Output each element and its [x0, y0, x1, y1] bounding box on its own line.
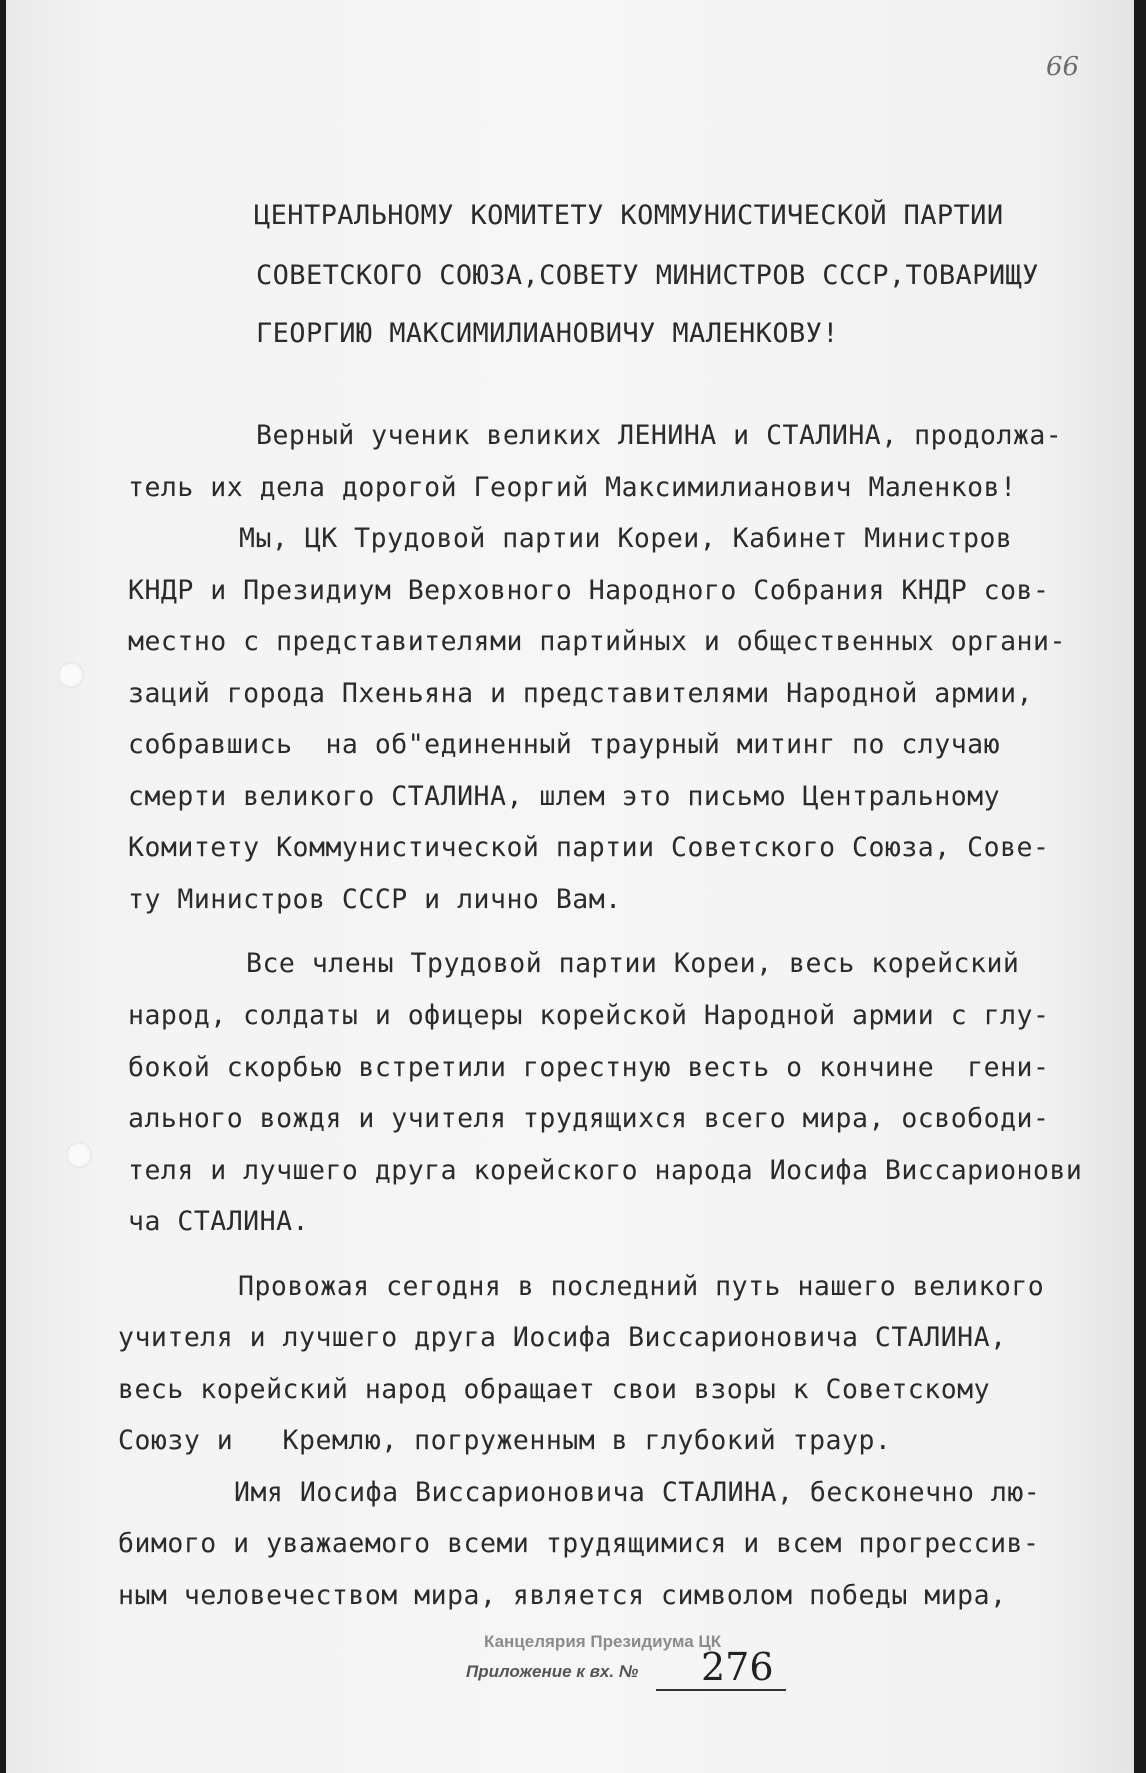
body-line: заций города Пхеньяна и представителями Народной армии, [128, 678, 1033, 709]
address-line-3: ГЕОРГИЮ МАКСИМИЛИАНОВИЧУ МАЛЕНКОВУ! [256, 318, 839, 349]
body-line: теля и лучшего друга корейского народа Иосифа Виссарионови [128, 1155, 1083, 1186]
body-line: КНДР и Президиум Верховного Народного Собрания КНДР сов- [128, 575, 1050, 606]
punch-hole-top [58, 662, 84, 688]
body-line: ту Министров СССР и лично Вам. [128, 884, 622, 915]
attachment-label: Приложение к вх. № [466, 1662, 639, 1681]
stamp-underline [656, 1689, 786, 1691]
body-line: Верный ученик великих ЛЕНИНА и СТАЛИНА, продолжа- [256, 420, 1063, 451]
body-line: учителя и лучшего друга Иосифа Виссарионовича СТАЛИНА, [118, 1322, 1007, 1353]
body-line: Комитету Коммунистической партии Советского Союза, Сове- [128, 832, 1050, 863]
body-line: Имя Иосифа Виссарионовича СТАЛИНА, бесконечно лю- [234, 1477, 1041, 1508]
document-page [6, 0, 1134, 1773]
body-line: ального вождя и учителя трудящихся всего мира, освободи- [128, 1103, 1050, 1134]
office-stamp: Канцелярия Президиума ЦК [484, 1632, 722, 1651]
body-line: Провожая сегодня в последний путь нашего великого [238, 1271, 1045, 1302]
body-line: Все члены Трудовой партии Кореи, весь корейский [246, 948, 1020, 979]
punch-hole-bottom [66, 1142, 92, 1168]
body-line: Союзу и Кремлю, погруженным в глубокий траур. [118, 1425, 892, 1456]
body-line: собравшись на об"единенный траурный митинг по случаю [128, 729, 1001, 760]
address-line-2: СОВЕТСКОГО СОЮЗА,СОВЕТУ МИНИСТРОВ СССР,ТОВАРИЩУ [256, 260, 1039, 291]
body-line: ным человечеством мира, является символом победы мира, [118, 1580, 1007, 1611]
body-line: народ, солдаты и офицеры корейской Народной армии с глу- [128, 1000, 1050, 1031]
body-line: тель их дела дорогой Георгий Максимилианович Маленков! [128, 472, 1017, 503]
address-line-1: ЦЕНТРАЛЬНОМУ КОМИТЕТУ КОММУНИСТИЧЕСКОЙ ПАРТИИ [254, 200, 1004, 231]
body-line: Мы, ЦК Трудовой партии Кореи, Кабинет Министров [239, 523, 1013, 554]
page-number: 66 [1046, 52, 1080, 82]
body-line: смерти великого СТАЛИНА, шлем это письмо Центральному [128, 781, 1001, 812]
body-line: бимого и уважаемого всеми трудящимися и всем прогрессив- [118, 1528, 1040, 1559]
body-line: местно с представителями партийных и общественных органи- [128, 626, 1066, 657]
body-line: бокой скорбью встретили горестную весть о кончине гени- [128, 1052, 1050, 1083]
body-line: ча СТАЛИНА. [128, 1206, 309, 1237]
attachment-number: 276 [701, 1645, 774, 1689]
body-line: весь корейский народ обращает свои взоры к Советскому [118, 1374, 991, 1405]
